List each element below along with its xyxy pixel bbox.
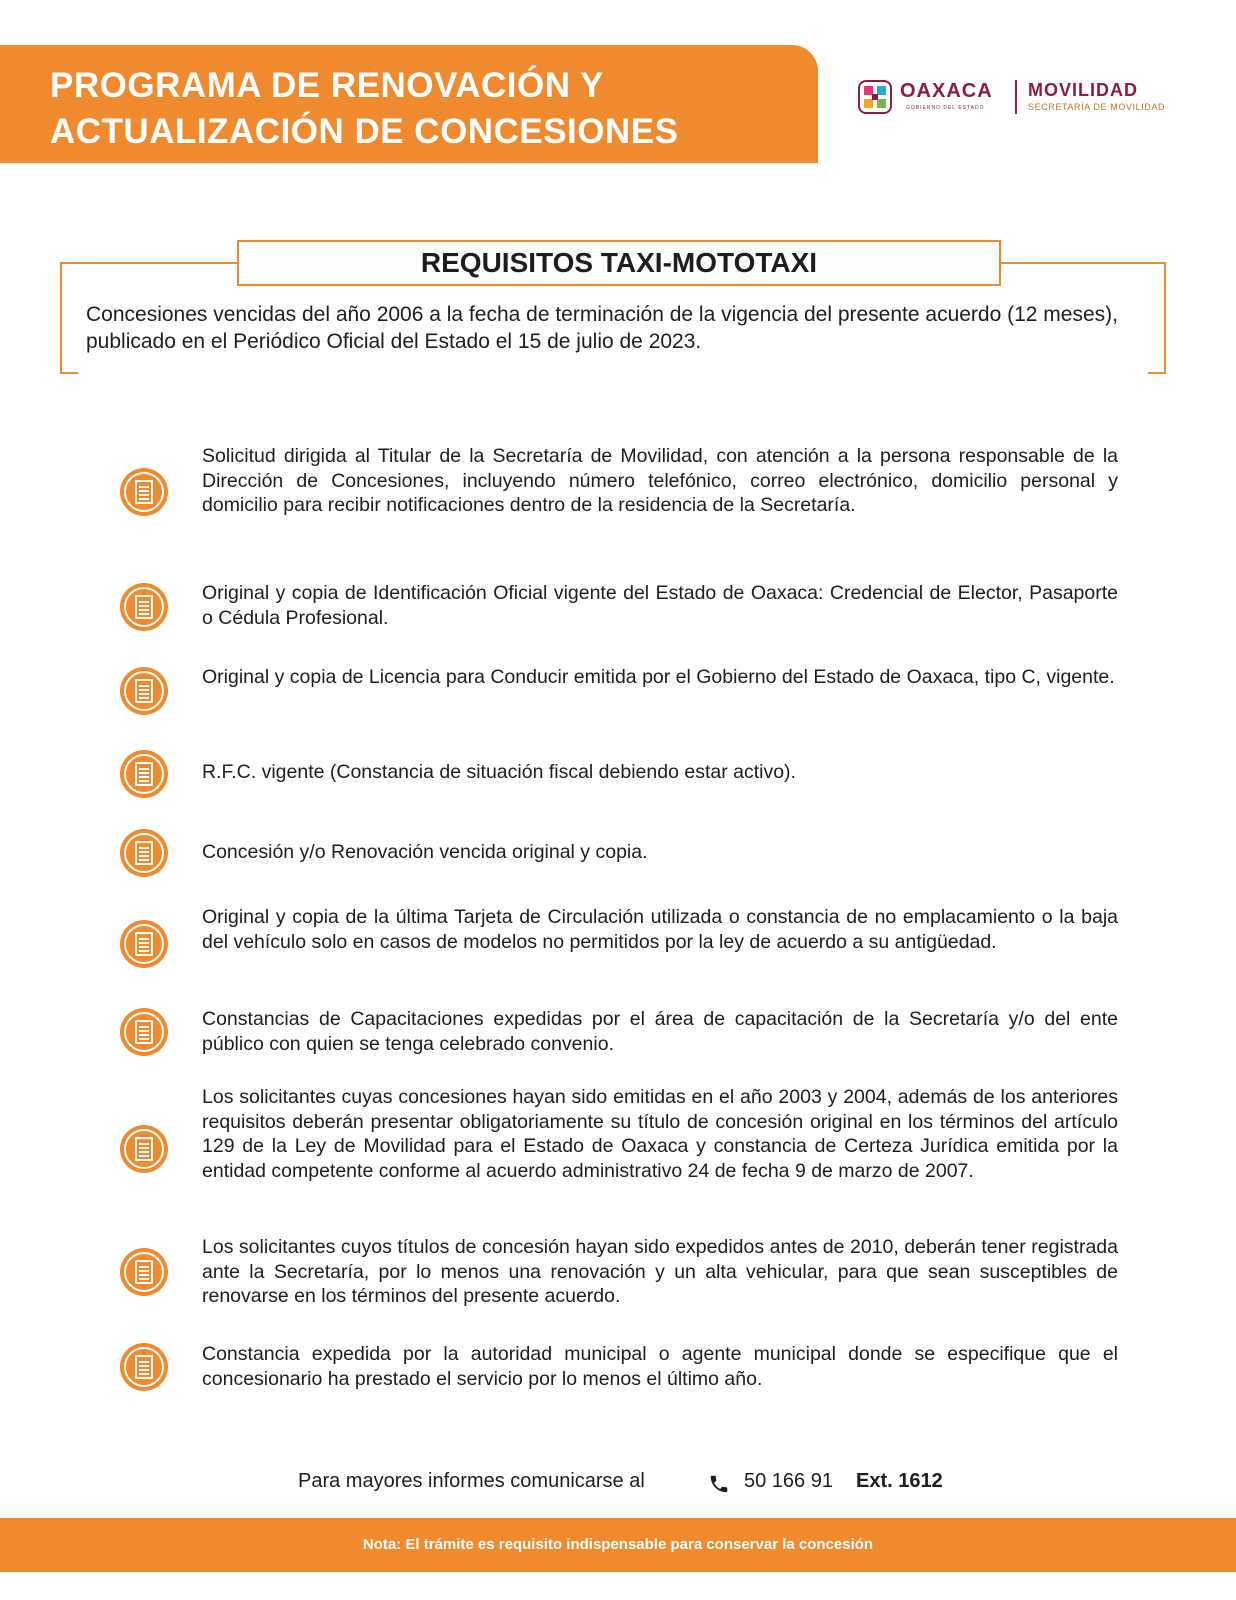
movilidad-logo-text: MOVILIDAD [1028, 80, 1138, 100]
document-icon [120, 667, 168, 715]
page-title [50, 63, 678, 155]
document-icon [120, 1125, 168, 1173]
document-icon [120, 1008, 168, 1056]
requirement-text: Original y copia de la última Tarjeta de Circulación utilizada o constancia de no emplacamiento o la baja del vehículo solo en casos de modelos no permitidos por la ley de acuerdo a su antigüedad. [202, 906, 1118, 953]
contact-extension: Ext. 1612 [856, 1470, 943, 1492]
requirement-text: Constancias de Capacitaciones expedidas por el área de capacitación de la Secretaría y/o del ente público con quien se tenga celebrado convenio. [202, 1008, 1118, 1055]
document-icon [120, 829, 168, 877]
requirement-text: Solicitud dirigida al Titular de la Secretaría de Movilidad, con atención a la persona responsable de la Dirección de Concesiones, incluyendo número telefónico, correo electrónico, domicilio personal y domicilio para recibir notificaciones dentro de la residencia de la Secretaría. [202, 445, 1118, 516]
contact-phone[interactable]: 50 166 91 [744, 1470, 833, 1492]
requirement-text: R.F.C. vigente (Constancia de situación fiscal debiendo estar activo). [202, 761, 796, 783]
frame-bottom-left [60, 372, 78, 374]
frame-top-left [60, 262, 238, 264]
requirement-text: Original y copia de Licencia para Conducir emitida por el Gobierno del Estado de Oaxaca, tipo C, vigente. [202, 666, 1115, 688]
document-icon [120, 1248, 168, 1296]
oaxaca-emblem-icon [858, 80, 892, 114]
oaxaca-logo-text: OAXACA [900, 80, 993, 102]
footer-banner [0, 1518, 1236, 1572]
requirement-text: Constancia expedida por la autoridad municipal o agente municipal donde se especifique que el concesionario ha prestado el servicio por lo menos el último año. [202, 1343, 1118, 1390]
title-line-2: ACTUALIZACIÓN DE CONCESIONES [50, 112, 679, 151]
contact-label: Para mayores informes comunicarse al [298, 1470, 645, 1492]
footer-note: Nota: El trámite es requisito indispensable para conservar la concesión [362, 1536, 874, 1553]
frame-left [60, 262, 62, 374]
requirement-text: Concesión y/o Renovación vencida original y copia. [202, 841, 648, 863]
title-line-1: PROGRAMA DE RENOVACIÓN Y [50, 66, 604, 105]
phone-icon [708, 1473, 730, 1495]
requirement-text: Los solicitantes cuyas concesiones hayan sido emitidas en el año 2003 y 2004, además de los anteriores requisitos deberán presentar obligatoriamente su título de concesión original en los términos del artículo 129 de la Ley de Movilidad para el Estado de Oaxaca y constancia de Certeza Jurídica emitida por la entidad competente conforme al acuerdo administrativo 24 de fecha 9 de marzo de 2007. [202, 1086, 1118, 1182]
government-logos [858, 78, 1188, 118]
frame-top-right [1000, 262, 1166, 264]
logo-divider [1015, 80, 1017, 114]
section-title: REQUISITOS TAXI-MOTOTAXI [420, 247, 818, 278]
requirement-text: Los solicitantes cuyos títulos de concesión hayan sido expedidos antes de 2010, deberán tener registrada ante la Secretaría, por lo menos una renovación y un alta vehicular, para que sean susceptibles de renovarse en los términos del presente acuerdo. [202, 1236, 1118, 1307]
document-icon [120, 583, 168, 631]
requirement-text: Original y copia de Identificación Oficial vigente del Estado de Oaxaca: Credencial de Elector, Pasaporte o Cédula Profesional. [202, 582, 1118, 629]
document-icon [120, 750, 168, 798]
document-icon [120, 920, 168, 968]
frame-bottom-right [1148, 372, 1166, 374]
document-icon [120, 1343, 168, 1391]
oaxaca-logo-subtitle: GOBIERNO DEL ESTADO [906, 105, 985, 111]
header-banner [0, 45, 818, 163]
section-title-box [237, 240, 1001, 286]
intro-text: Concesiones vencidas del año 2006 a la fecha de terminación de la vigencia del presente acuerdo (12 meses), publicado en el Periódico Oficial del Estado el 15 de julio de 2023. [86, 303, 1118, 353]
document-icon [120, 468, 168, 516]
movilidad-logo-subtitle: SECRETARÍA DE MOVILIDAD [1028, 102, 1166, 112]
